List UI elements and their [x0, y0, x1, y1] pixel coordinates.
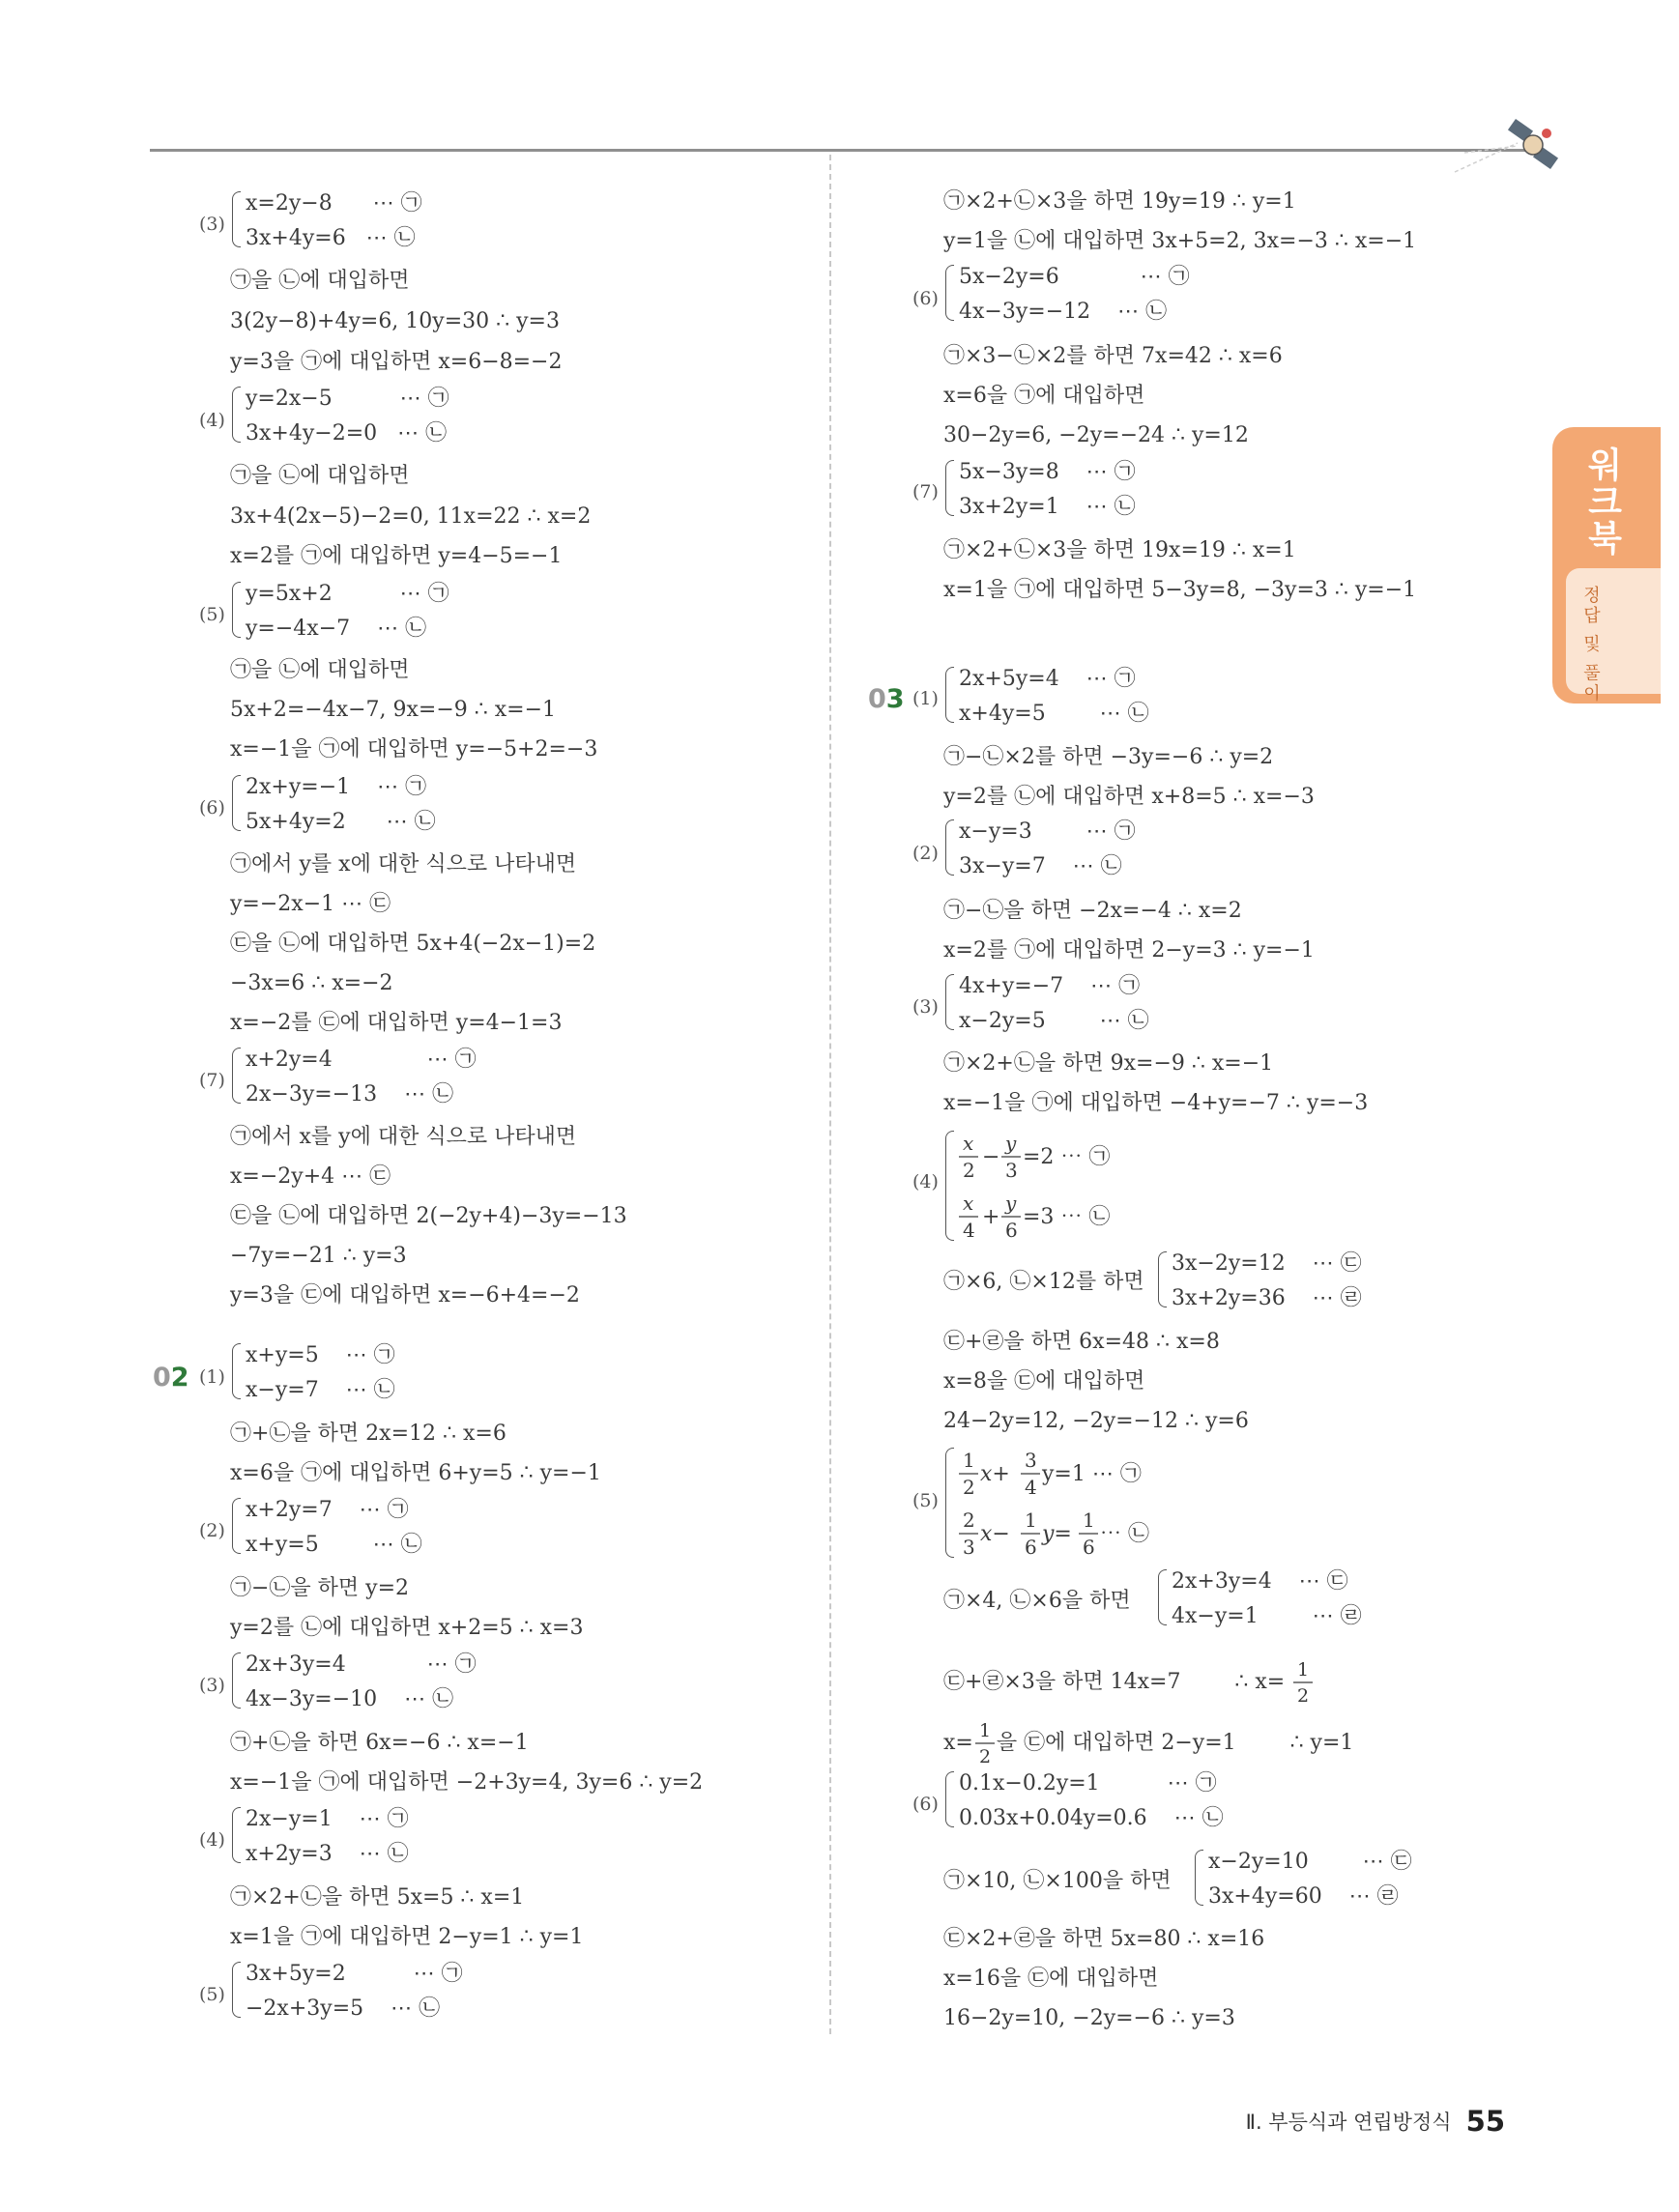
fraction-denominator: 2: [963, 1476, 975, 1499]
equation-2: 4x−y=1 ⋯ ㉣: [1172, 1604, 1362, 1628]
solution-line: x=16을 ㉢에 대입하면: [943, 1967, 1159, 1991]
equation-2: 3x+4y−2=0 ⋯ ㉡: [246, 421, 448, 445]
brace: [945, 1131, 954, 1241]
solution-line: ㉠×6, ㉡×12를 하면: [943, 1270, 1144, 1294]
brace: [1158, 1251, 1167, 1307]
fraction-numerator: x: [963, 1192, 974, 1215]
fraction-numerator: y: [1005, 1192, 1017, 1215]
problem-label: (4): [199, 410, 225, 431]
page-footer: [1246, 2105, 1505, 2138]
equation-1: 2x+3y=4 ⋯ ㉠: [246, 1652, 477, 1677]
fraction-denominator: 6: [1005, 1219, 1018, 1242]
solution-line: ㉠×2+㉡을 하면 5x=5 ∴ x=1: [230, 1885, 525, 1910]
solution-line: ㉠을 ㉡에 대입하면: [230, 269, 410, 293]
equation-2: 3x+4y=60 ⋯ ㉣: [1208, 1884, 1399, 1909]
solution-line: ㉠×2+㉡×3을 하면 19x=19 ∴ x=1: [943, 538, 1296, 562]
solution-line: y=2를 ㉡에 대입하면 x+8=5 ∴ x=−3: [943, 785, 1315, 809]
problem-label: (6): [912, 1794, 939, 1815]
solution-line: 30−2y=6, −2y=−24 ∴ y=12: [943, 423, 1249, 447]
solution-line: −7y=−21 ∴ y=3: [230, 1244, 407, 1268]
equation-part: x+: [980, 1462, 1010, 1486]
solution-text: 을 ㉢에 대입하면 2−y=1 ∴ y=1: [996, 1731, 1354, 1755]
problem-label: (5): [912, 1490, 939, 1511]
operator: −: [982, 1145, 1000, 1169]
brace: [945, 1771, 954, 1827]
equation-1: 2x+y=−1 ⋯ ㉠: [246, 775, 427, 799]
solution-line: ㉠×4, ㉡×6을 하면: [943, 1589, 1131, 1613]
solution-line: ㉢+㉣을 하면 6x=48 ∴ x=8: [943, 1330, 1220, 1354]
section-number-03: [868, 684, 905, 714]
equation-system: [945, 1446, 1235, 1562]
fraction-numerator: 3: [1025, 1449, 1037, 1472]
solution-line: x=1을 ㉠에 대입하면 5−3y=8, −3y=3 ∴ y=−1: [943, 578, 1417, 602]
equation-1: 3x+5y=2 ⋯ ㉠: [246, 1962, 463, 1986]
equation-2: 5x+4y=2 ⋯ ㉡: [246, 810, 436, 834]
solution-line: ㉠−㉡을 하면 y=2: [230, 1576, 410, 1600]
equation-1: 4x+y=−7 ⋯ ㉠: [959, 974, 1141, 998]
brace: [232, 387, 241, 443]
solution-line: ㉢을 ㉡에 대입하면 5x+4(−2x−1)=2: [230, 932, 596, 956]
problem-label: (2): [199, 1520, 225, 1541]
problem-label: (4): [199, 1829, 225, 1851]
solution-line: x=1을 ㉠에 대입하면 2−y=1 ∴ y=1: [230, 1925, 584, 1949]
fraction-denominator: 4: [963, 1219, 975, 1242]
problem-label: (5): [199, 1984, 225, 2005]
problem-label: (7): [199, 1070, 225, 1091]
equation-2: 4x−3y=−10 ⋯ ㉡: [246, 1687, 454, 1711]
brace: [232, 1962, 241, 2018]
problem-label: (5): [199, 604, 225, 625]
header-rule: [150, 149, 1532, 152]
equation-2: 2x−3y=−13 ⋯ ㉡: [246, 1082, 454, 1106]
solution-line: x=6을 ㉠에 대입하면 6+y=5 ∴ y=−1: [230, 1461, 601, 1485]
solution-line: y=1을 ㉡에 대입하면 3x+5=2, 3x=−3 ∴ x=−1: [943, 229, 1417, 253]
equation-1: x−2y=10 ⋯ ㉢: [1208, 1850, 1412, 1874]
problem-label: (6): [912, 288, 939, 309]
brace: [945, 1448, 954, 1558]
equation-2: x+4y=5 ⋯ ㉡: [959, 702, 1149, 726]
fraction-numerator: 1: [963, 1449, 975, 1472]
solution-line: [943, 1658, 1315, 1707]
solution-line: ㉠에서 y를 x에 대한 식으로 나타내면: [230, 852, 577, 876]
side-tab-subtitle: 정답 및 풀이: [1580, 586, 1601, 704]
equation-1: 5x−2y=6 ⋯ ㉠: [959, 265, 1190, 289]
solution-line: ㉠을 ㉡에 대입하면: [230, 658, 410, 682]
brace: [232, 1652, 241, 1709]
solution-line: x=−1을 ㉠에 대입하면 −4+y=−7 ∴ y=−3: [943, 1091, 1369, 1115]
fraction-equations: [959, 1446, 1239, 1562]
solution-line: ㉢×2+㉣을 하면 5x=80 ∴ x=16: [943, 1927, 1265, 1951]
equation-2: 3x+4y=6 ⋯ ㉡: [246, 226, 416, 250]
brace: [945, 265, 954, 321]
solution-line: ㉠+㉡을 하면 2x=12 ∴ x=6: [230, 1422, 507, 1446]
fraction-denominator: 3: [963, 1536, 975, 1559]
solution-text: ㉢+㉣×3을 하면 14x=7 ∴ x=: [943, 1670, 1286, 1694]
fraction-denominator: 6: [1083, 1536, 1095, 1559]
solution-line: x=−2를 ㉢에 대입하면 y=4−1=3: [230, 1011, 563, 1035]
solution-line: x=−1을 ㉠에 대입하면 −2+3y=4, 3y=6 ∴ y=2: [230, 1770, 704, 1795]
brace: [232, 1498, 241, 1554]
brace: [232, 1343, 241, 1399]
column-divider: [829, 155, 831, 2034]
fraction-numerator: y: [1005, 1132, 1017, 1155]
fraction-numerator: 1: [1297, 1659, 1310, 1681]
fraction-denominator: 6: [1025, 1536, 1037, 1559]
brace: [945, 974, 954, 1030]
equation-1: 2x+3y=4 ⋯ ㉢: [1172, 1569, 1348, 1594]
fraction-equations: [959, 1129, 1201, 1245]
problem-label: (7): [912, 481, 939, 503]
problem-label: (3): [199, 1675, 225, 1696]
brace: [1158, 1569, 1167, 1625]
equation-rest: y=1 ⋯ ㉠: [1042, 1462, 1142, 1486]
solution-line: 5x+2=−4x−7, 9x=−9 ∴ x=−1: [230, 698, 557, 722]
equation-rest: =3 ⋯ ㉡: [1023, 1205, 1111, 1229]
brace: [232, 582, 241, 638]
equation-1: 2x+5y=4 ⋯ ㉠: [959, 667, 1136, 691]
equation-rest: =2 ⋯ ㉠: [1023, 1145, 1111, 1169]
brace: [945, 460, 954, 516]
equation-2: 3x+2y=36 ⋯ ㉣: [1172, 1286, 1362, 1310]
equation-1: 2x−y=1 ⋯ ㉠: [246, 1807, 409, 1831]
fraction-numerator: x: [963, 1132, 974, 1155]
brace: [945, 667, 954, 723]
solution-line: ㉢을 ㉡에 대입하면 2(−2y+4)−3y=−13: [230, 1204, 627, 1228]
solution-line: ㉠+㉡을 하면 6x=−6 ∴ x=−1: [230, 1731, 529, 1755]
equation-2: x+y=5 ⋯ ㉡: [246, 1533, 422, 1557]
equation-1: 5x−3y=8 ⋯ ㉠: [959, 460, 1136, 484]
equation-1: x+2y=7 ⋯ ㉠: [246, 1498, 409, 1522]
problem-label: (2): [912, 843, 939, 864]
solution-line: −3x=6 ∴ x=−2: [230, 971, 393, 995]
equation-2: 3x+2y=1 ⋯ ㉡: [959, 495, 1136, 519]
problem-label: (1): [912, 688, 939, 709]
solution-line: 16−2y=10, −2y=−6 ∴ y=3: [943, 2006, 1235, 2030]
solution-line: x=6을 ㉠에 대입하면: [943, 384, 1145, 408]
equation-2: x−2y=5 ⋯ ㉡: [959, 1009, 1149, 1033]
equation-part: y=: [1042, 1522, 1072, 1546]
equation-rest: ⋯ ㉡: [1100, 1522, 1149, 1546]
solution-text: x=: [943, 1731, 973, 1755]
solution-line: ㉠을 ㉡에 대입하면: [230, 464, 410, 488]
equation-2: 4x−3y=−12 ⋯ ㉡: [959, 300, 1168, 324]
problem-label: (4): [912, 1171, 939, 1192]
solution-line: x=2를 ㉠에 대입하면 2−y=3 ∴ y=−1: [943, 938, 1315, 962]
equation-1: 3x−2y=12 ⋯ ㉢: [1172, 1251, 1362, 1276]
solution-line: ㉠×2+㉡을 하면 9x=−9 ∴ x=−1: [943, 1051, 1274, 1076]
equation-1: y=2x−5 ⋯ ㉠: [246, 387, 449, 411]
fraction-denominator: 2: [1297, 1685, 1310, 1707]
equation-2: 0.03x+0.04y=0.6 ⋯ ㉡: [959, 1806, 1224, 1830]
solution-line: 24−2y=12, −2y=−12 ∴ y=6: [943, 1409, 1249, 1433]
solution-line: y=3을 ㉠에 대입하면 x=6−8=−2: [230, 350, 563, 374]
fraction-denominator: 2: [978, 1746, 991, 1767]
solution-line: ㉠−㉡×2를 하면 −3y=−6 ∴ y=2: [943, 745, 1274, 769]
fraction-numerator: 2: [963, 1508, 975, 1532]
problem-label: (3): [199, 214, 225, 235]
equation-2: 3x−y=7 ⋯ ㉡: [959, 854, 1122, 878]
brace: [232, 191, 241, 247]
problem-label: (1): [199, 1366, 225, 1388]
fraction: [973, 1719, 997, 1767]
solution-line: ㉠×10, ㉡×100을 하면: [943, 1869, 1172, 1893]
solution-line: x=−1을 ㉠에 대입하면 y=−5+2=−3: [230, 737, 598, 761]
solution-line: x=8을 ㉢에 대입하면: [943, 1369, 1145, 1393]
solution-line: y=−2x−1 ⋯ ㉢: [230, 892, 391, 916]
section-number-digit: 0: [868, 684, 886, 714]
equation-1: x−y=3 ⋯ ㉠: [959, 819, 1136, 844]
solution-line: x=2를 ㉠에 대입하면 y=4−5=−1: [230, 544, 563, 568]
fraction-denominator: 2: [963, 1159, 975, 1182]
solution-line: y=3을 ㉢에 대입하면 x=−6+4=−2: [230, 1283, 580, 1307]
equation-part: x−: [980, 1522, 1010, 1546]
solution-line: [943, 1719, 1353, 1767]
satellite-icon: [1450, 114, 1566, 182]
equation-1: x+y=5 ⋯ ㉠: [246, 1343, 395, 1367]
equation-system: [945, 1129, 1197, 1245]
brace: [232, 775, 241, 831]
brace: [232, 1807, 241, 1863]
solution-line: ㉠×3−㉡×2를 하면 7x=42 ∴ x=6: [943, 344, 1283, 368]
section-number-digit: 0: [153, 1363, 171, 1393]
chapter-title: Ⅱ. 부등식과 연립방정식: [1245, 2111, 1452, 2134]
solution-line: ㉠−㉡을 하면 −2x=−4 ∴ x=2: [943, 899, 1242, 923]
fraction-numerator: 1: [1083, 1508, 1095, 1532]
problem-label: (3): [912, 996, 939, 1018]
solution-line: ㉠×2+㉡×3을 하면 19y=19 ∴ y=1: [943, 189, 1296, 214]
solution-line: 3(2y−8)+4y=6, 10y=30 ∴ y=3: [230, 309, 560, 333]
equation-2: y=−4x−7 ⋯ ㉡: [246, 617, 427, 641]
fraction-numerator: 1: [1025, 1508, 1037, 1532]
solution-line: 3x+4(2x−5)−2=0, 11x=22 ∴ x=2: [230, 504, 592, 529]
section-number-digit: 2: [170, 1363, 189, 1393]
fraction: [1291, 1658, 1315, 1707]
brace: [232, 1048, 241, 1104]
fraction-numerator: 1: [978, 1720, 991, 1741]
equation-2: x−y=7 ⋯ ㉡: [246, 1378, 395, 1402]
operator: +: [982, 1205, 1000, 1229]
problem-label: (6): [199, 797, 225, 819]
brace: [945, 819, 954, 876]
equation-1: 0.1x−0.2y=1 ⋯ ㉠: [959, 1771, 1217, 1795]
section-number-02: [153, 1363, 189, 1393]
section-number-digit: 3: [885, 684, 905, 714]
equation-1: x+2y=4 ⋯ ㉠: [246, 1048, 477, 1072]
equation-1: x=2y−8 ⋯ ㉠: [246, 191, 422, 215]
solution-line: y=2를 ㉡에 대입하면 x+2=5 ∴ x=3: [230, 1616, 584, 1640]
fraction-denominator: 3: [1005, 1159, 1018, 1182]
side-tab-title: 워크북: [1582, 446, 1622, 557]
equation-2: x+2y=3 ⋯ ㉡: [246, 1842, 409, 1866]
solution-line: x=−2y+4 ⋯ ㉢: [230, 1164, 391, 1189]
equation-2: −2x+3y=5 ⋯ ㉡: [246, 1997, 441, 2021]
fraction-denominator: 4: [1025, 1476, 1037, 1499]
brace: [1195, 1850, 1203, 1906]
page-number: 55: [1465, 2105, 1505, 2138]
solution-line: ㉠에서 x를 y에 대한 식으로 나타내면: [230, 1125, 577, 1149]
equation-1: y=5x+2 ⋯ ㉠: [246, 582, 449, 606]
